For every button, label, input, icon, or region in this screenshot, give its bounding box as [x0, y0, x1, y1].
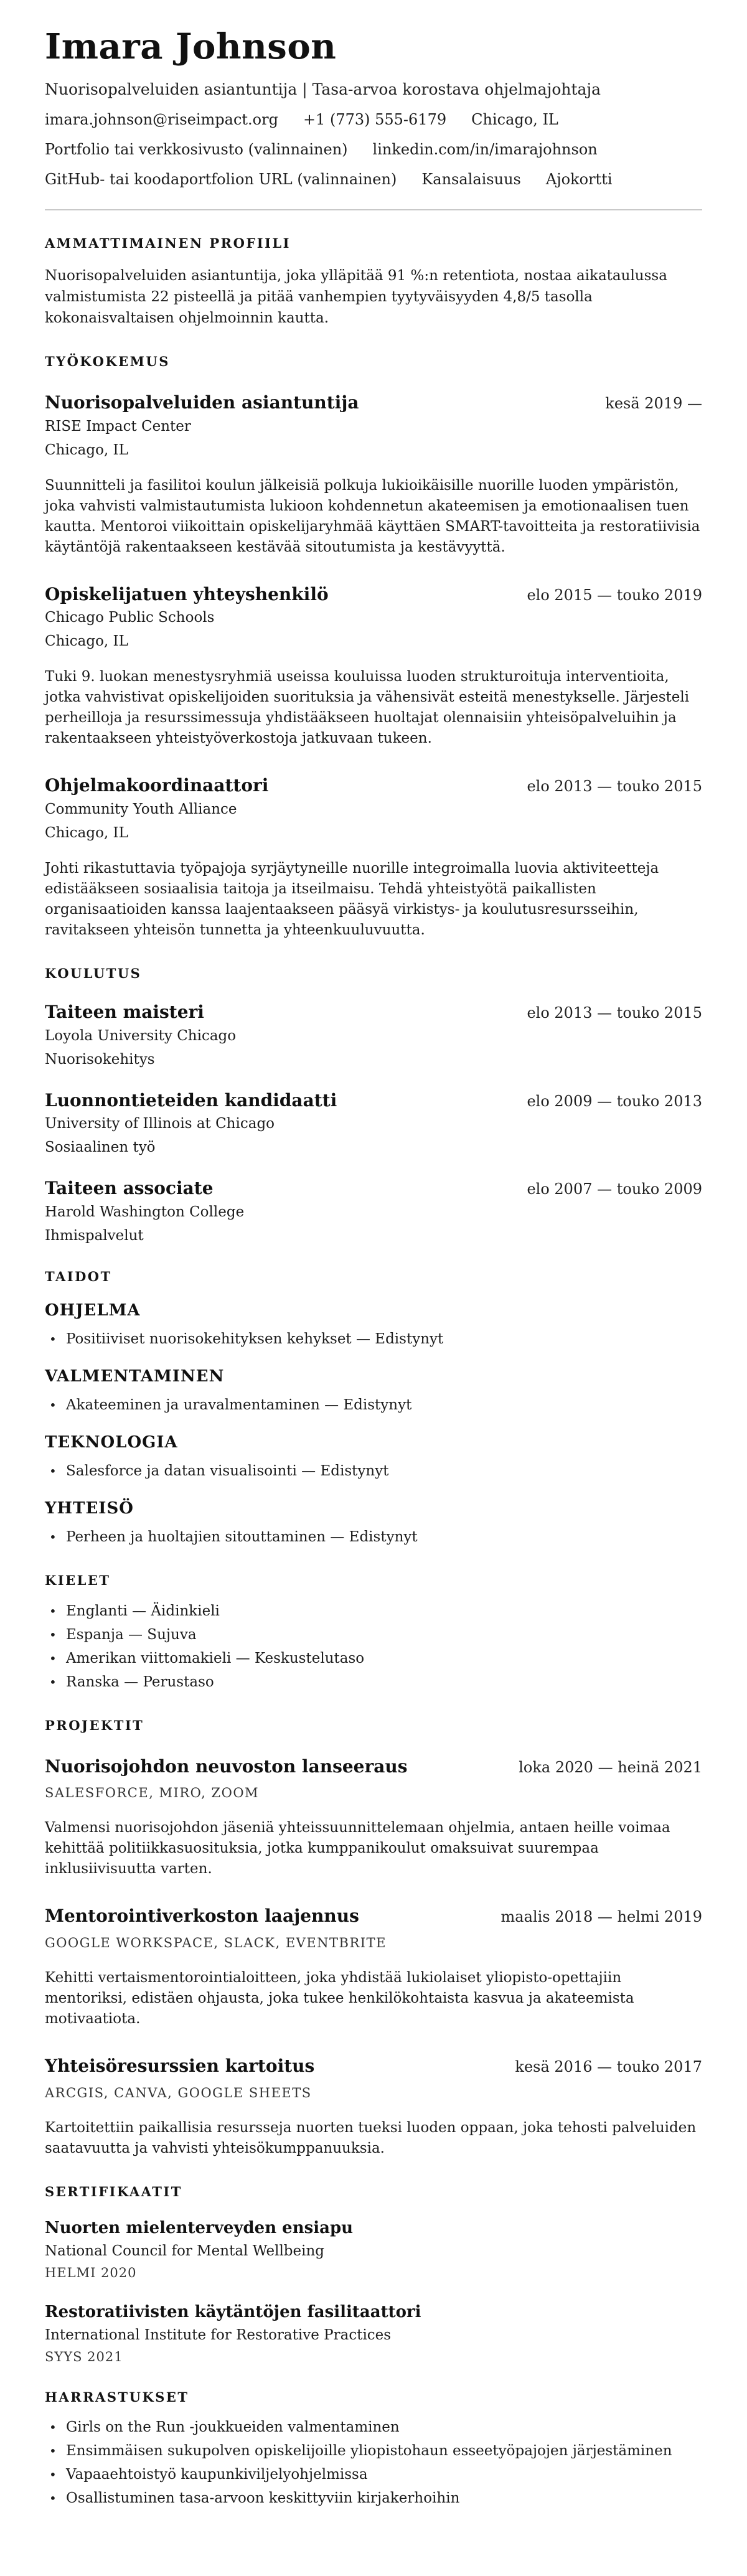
project-header: [45, 1756, 702, 1777]
skill-category-name: YHTEISÖ: [45, 1499, 134, 1518]
certification-title: Restoratiivisten käytäntöjen fasilitaattori: [45, 2303, 421, 2321]
skill-item: • Positiiviset nuorisokehityksen kehykset — Edistynyt: [45, 1328, 702, 1350]
profile-text: Nuorisopalveluiden asiantuntija, joka ylläpitää 91 %:n retentiota, nostaa aikataulussa valmistumista 22 pisteellä ja pitää vanhempien tyytyväisyyden 4,8/5 tasolla kokonaisvaltaisen ohjelmoinnin kautta.: [45, 267, 667, 326]
contact-portfolio: Portfolio tai verkkosivusto (valinnainen): [45, 140, 348, 158]
hobby-item: • Osallistuminen tasa-arvoon keskittyviin kirjakerhoihin: [45, 2488, 702, 2509]
project-title: Mentorointiverkoston laajennus: [45, 1906, 359, 1927]
contact-phone: +1 (773) 555-6179: [303, 110, 447, 128]
section-heading-profile: AMMATTIMAINEN PROFIILI: [45, 235, 291, 251]
degree-school: University of Illinois at Chicago: [45, 1116, 275, 1132]
job-location: Chicago, IL: [45, 633, 128, 650]
header-divider: [45, 209, 702, 210]
degree-item: [45, 1090, 702, 1156]
degree-title: Luonnontieteiden kandidaatti: [45, 1089, 337, 1111]
job-dates: kesä 2019 —: [605, 395, 702, 413]
degree-header: [45, 1002, 702, 1023]
contact-row-2: [45, 141, 702, 158]
job-company: RISE Impact Center: [45, 418, 191, 435]
project-dates: maalis 2018 — helmi 2019: [500, 1908, 702, 1926]
language-item: • Espanja — Sujuva: [45, 1624, 702, 1645]
project-item: [45, 1756, 702, 1880]
degree-item: [45, 1002, 702, 1068]
skill-category: [45, 1433, 702, 1482]
project-header: [45, 1906, 702, 1927]
degree-dates: elo 2013 — touko 2015: [527, 1004, 702, 1022]
job-title: Ohjelmakoordinaattori: [45, 775, 269, 796]
skill-list: [45, 1394, 702, 1416]
job-item: [45, 775, 702, 941]
section-heading-projects: PROJEKTIT: [45, 1717, 144, 1733]
section-heading-certifications: SERTIFIKAATIT: [45, 2183, 182, 2199]
skill-list: [45, 1526, 702, 1548]
job-item: [45, 392, 702, 558]
certification-date: HELMI 2020: [45, 2265, 137, 2280]
language-item: • Ranska — Perustaso: [45, 1671, 702, 1693]
skill-category-name: VALMENTAMINEN: [45, 1367, 225, 1386]
skill-category: [45, 1499, 702, 1548]
skill-list: [45, 1328, 702, 1350]
skill-list: [45, 1460, 702, 1482]
section-experience: [45, 354, 702, 941]
skill-category-name: OHJELMA: [45, 1301, 141, 1320]
project-tools: SALESFORCE, MIRO, ZOOM: [45, 1785, 260, 1801]
skill-item: • Akateeminen ja uravalmentaminen — Edistynyt: [45, 1394, 702, 1416]
job-company: Chicago Public Schools: [45, 609, 215, 626]
section-heading-education: KOULUTUS: [45, 966, 142, 981]
degree-title: Taiteen maisteri: [45, 1002, 204, 1023]
section-certifications: [45, 2184, 702, 2365]
hobby-item: • Girls on the Run -joukkueiden valmentaminen: [45, 2417, 702, 2438]
resume-name: Imara Johnson: [45, 26, 337, 67]
job-title: Nuorisopalveluiden asiantuntija: [45, 392, 359, 413]
certification-date: SYYS 2021: [45, 2349, 123, 2365]
job-location: Chicago, IL: [45, 441, 128, 458]
section-heading-experience: TYÖKOKEMUS: [45, 353, 170, 369]
section-hobbies: [45, 2389, 702, 2509]
contact-email: imara.johnson@riseimpact.org: [45, 110, 278, 128]
project-description: Valmensi nuorisojohdon jäseniä yhteissuunnittelemaan ohjelmia, antaen heille voimaa kehittää politiikkasuosituksia, jotka kumppanikoulut omaksuivat suurempaa inklusiivisuutta varten.: [45, 1820, 670, 1878]
project-title: Yhteisöresurssien kartoitus: [45, 2055, 315, 2076]
section-skills: [45, 1269, 702, 1548]
skill-category: [45, 1367, 702, 1416]
section-heading-hobbies: HARRASTUKSET: [45, 2389, 189, 2405]
hobby-item: • Ensimmäisen sukupolven opiskelijoille yliopistohaun esseetyöpajojen järjestäminen: [45, 2440, 702, 2461]
project-tools: ARCGIS, CANVA, GOOGLE SHEETS: [45, 2085, 312, 2100]
section-heading-skills: TAIDOT: [45, 1269, 112, 1285]
contact-row-1: [45, 111, 702, 128]
project-dates: kesä 2016 — touko 2017: [515, 2057, 702, 2075]
skill-category: [45, 1301, 702, 1350]
degree-item: [45, 1178, 702, 1244]
contact-citizenship: Kansalaisuus: [421, 170, 521, 188]
job-description: Johti rikastuttavia työpajoja syrjäytyneille nuorille integroimalla luovia aktiviteetteja edistääkseen sosiaalisia taitoja ja itseilmaisu. Tehdä yhteistyötä paikallisten organisaatioiden kanssa laajentaakseen pääsyä virkistys- ja koulutusresursseihin, ravitakseen yhteisön tunnetta ja yhteenkuuluvuutta.: [45, 860, 659, 938]
certification-item: [45, 2219, 702, 2280]
job-description: Tuki 9. luokan menestysryhmiä useissa kouluissa luoden strukturoituja interventioita, jotka vahvistivat opiskelijoiden suorituksia ja vähensivät esteitä menestykselle. Järjesteli perheilloja ja resurssimessuja yhdistääkseen huoltajat olennaisiin yhteisöpalveluihin ja rakentaakseen yhteistyöverkostoja jatkuvaan tukeen.: [45, 669, 690, 747]
job-header: [45, 584, 702, 605]
job-item: [45, 584, 702, 750]
certification-issuer: National Council for Mental Wellbeing: [45, 2243, 325, 2259]
skill-item: • Salesforce ja datan visualisointi — Edistynyt: [45, 1460, 702, 1482]
language-item: • Englanti — Äidinkieli: [45, 1601, 702, 1622]
certification-issuer: International Institute for Restorative Practices: [45, 2327, 392, 2344]
degree-field: Sosiaalinen työ: [45, 1139, 156, 1156]
resume-subtitle: Nuorisopalveluiden asiantuntija | Tasa-arvoa korostava ohjelmajohtaja: [45, 80, 601, 98]
skill-item: • Perheen ja huoltajien sitouttaminen — Edistynyt: [45, 1526, 702, 1548]
degree-title: Taiteen associate: [45, 1178, 214, 1199]
job-title: Opiskelijatuen yhteyshenkilö: [45, 583, 329, 604]
resume-header: [45, 27, 702, 210]
section-profile: [45, 235, 702, 329]
section-heading-languages: KIELET: [45, 1572, 111, 1589]
certification-title: Nuorten mielenterveyden ensiapu: [45, 2218, 354, 2237]
language-list: [45, 1601, 702, 1693]
project-dates: loka 2020 — heinä 2021: [519, 1758, 702, 1776]
job-dates: elo 2015 — touko 2019: [527, 586, 702, 604]
job-header: [45, 775, 702, 796]
contact-linkedin: linkedin.com/in/imarajohnson: [372, 140, 598, 158]
job-description: Suunnitteli ja fasilitoi koulun jälkeisiä polkuja lukioikäisille nuorille luoden ympäristön, joka vahvisti valmistautumista lukioon kohdennetun akateemisen ja emotionaalisen tuen kautta. Mentoroi viikoittain opiskelijaryhmää käyttäen SMART-tavoitteita ja restoratiivisia käytäntöjä rakentaakseen kestävää sitoutumista ja kestävyyttä.: [45, 477, 700, 555]
contact-driving-license: Ajokortti: [545, 170, 613, 188]
certification-item: [45, 2303, 702, 2364]
degree-field: Nuorisokehitys: [45, 1051, 155, 1068]
project-tools: GOOGLE WORKSPACE, SLACK, EVENTBRITE: [45, 1935, 387, 1950]
degree-dates: elo 2007 — touko 2009: [527, 1180, 702, 1198]
hobby-item: • Vapaaehtoistyö kaupunkiviljelyohjelmissa: [45, 2464, 702, 2485]
hobby-list: [45, 2417, 702, 2509]
project-header: [45, 2056, 702, 2077]
degree-header: [45, 1090, 702, 1111]
language-item: • Amerikan viittomakieli — Keskustelutaso: [45, 1648, 702, 1669]
skill-category-name: TEKNOLOGIA: [45, 1433, 178, 1452]
project-item: [45, 2056, 702, 2159]
contact-github: GitHub- tai koodaportfolion URL (valinnainen): [45, 170, 397, 188]
section-projects: [45, 1718, 702, 2159]
degree-dates: elo 2009 — touko 2013: [527, 1092, 702, 1110]
job-company: Community Youth Alliance: [45, 801, 237, 817]
project-item: [45, 1906, 702, 2029]
degree-header: [45, 1178, 702, 1199]
contact-location: Chicago, IL: [471, 110, 558, 128]
degree-school: Loyola University Chicago: [45, 1027, 237, 1044]
job-header: [45, 392, 702, 413]
degree-school: Harold Washington College: [45, 1204, 245, 1221]
project-description: Kartoitettiin paikallisia resursseja nuorten tueksi luoden oppaan, joka tehosti palveluiden saatavuutta ja vahvisti yhteisökumppanuuksia.: [45, 2119, 697, 2156]
job-dates: elo 2013 — touko 2015: [527, 778, 702, 796]
job-location: Chicago, IL: [45, 825, 128, 841]
section-languages: [45, 1572, 702, 1692]
degree-field: Ihmispalvelut: [45, 1228, 144, 1244]
project-description: Kehitti vertaismentorointialoitteen, joka yhdistää lukiolaiset yliopisto-opettajiin mentoriksi, edistäen ohjausta, joka tukee henkilökohtaista kasvua ja akateemista motivaatiota.: [45, 1969, 634, 2027]
section-education: [45, 966, 702, 1244]
project-title: Nuorisojohdon neuvoston lanseeraus: [45, 1756, 408, 1777]
contact-row-3: [45, 171, 702, 188]
